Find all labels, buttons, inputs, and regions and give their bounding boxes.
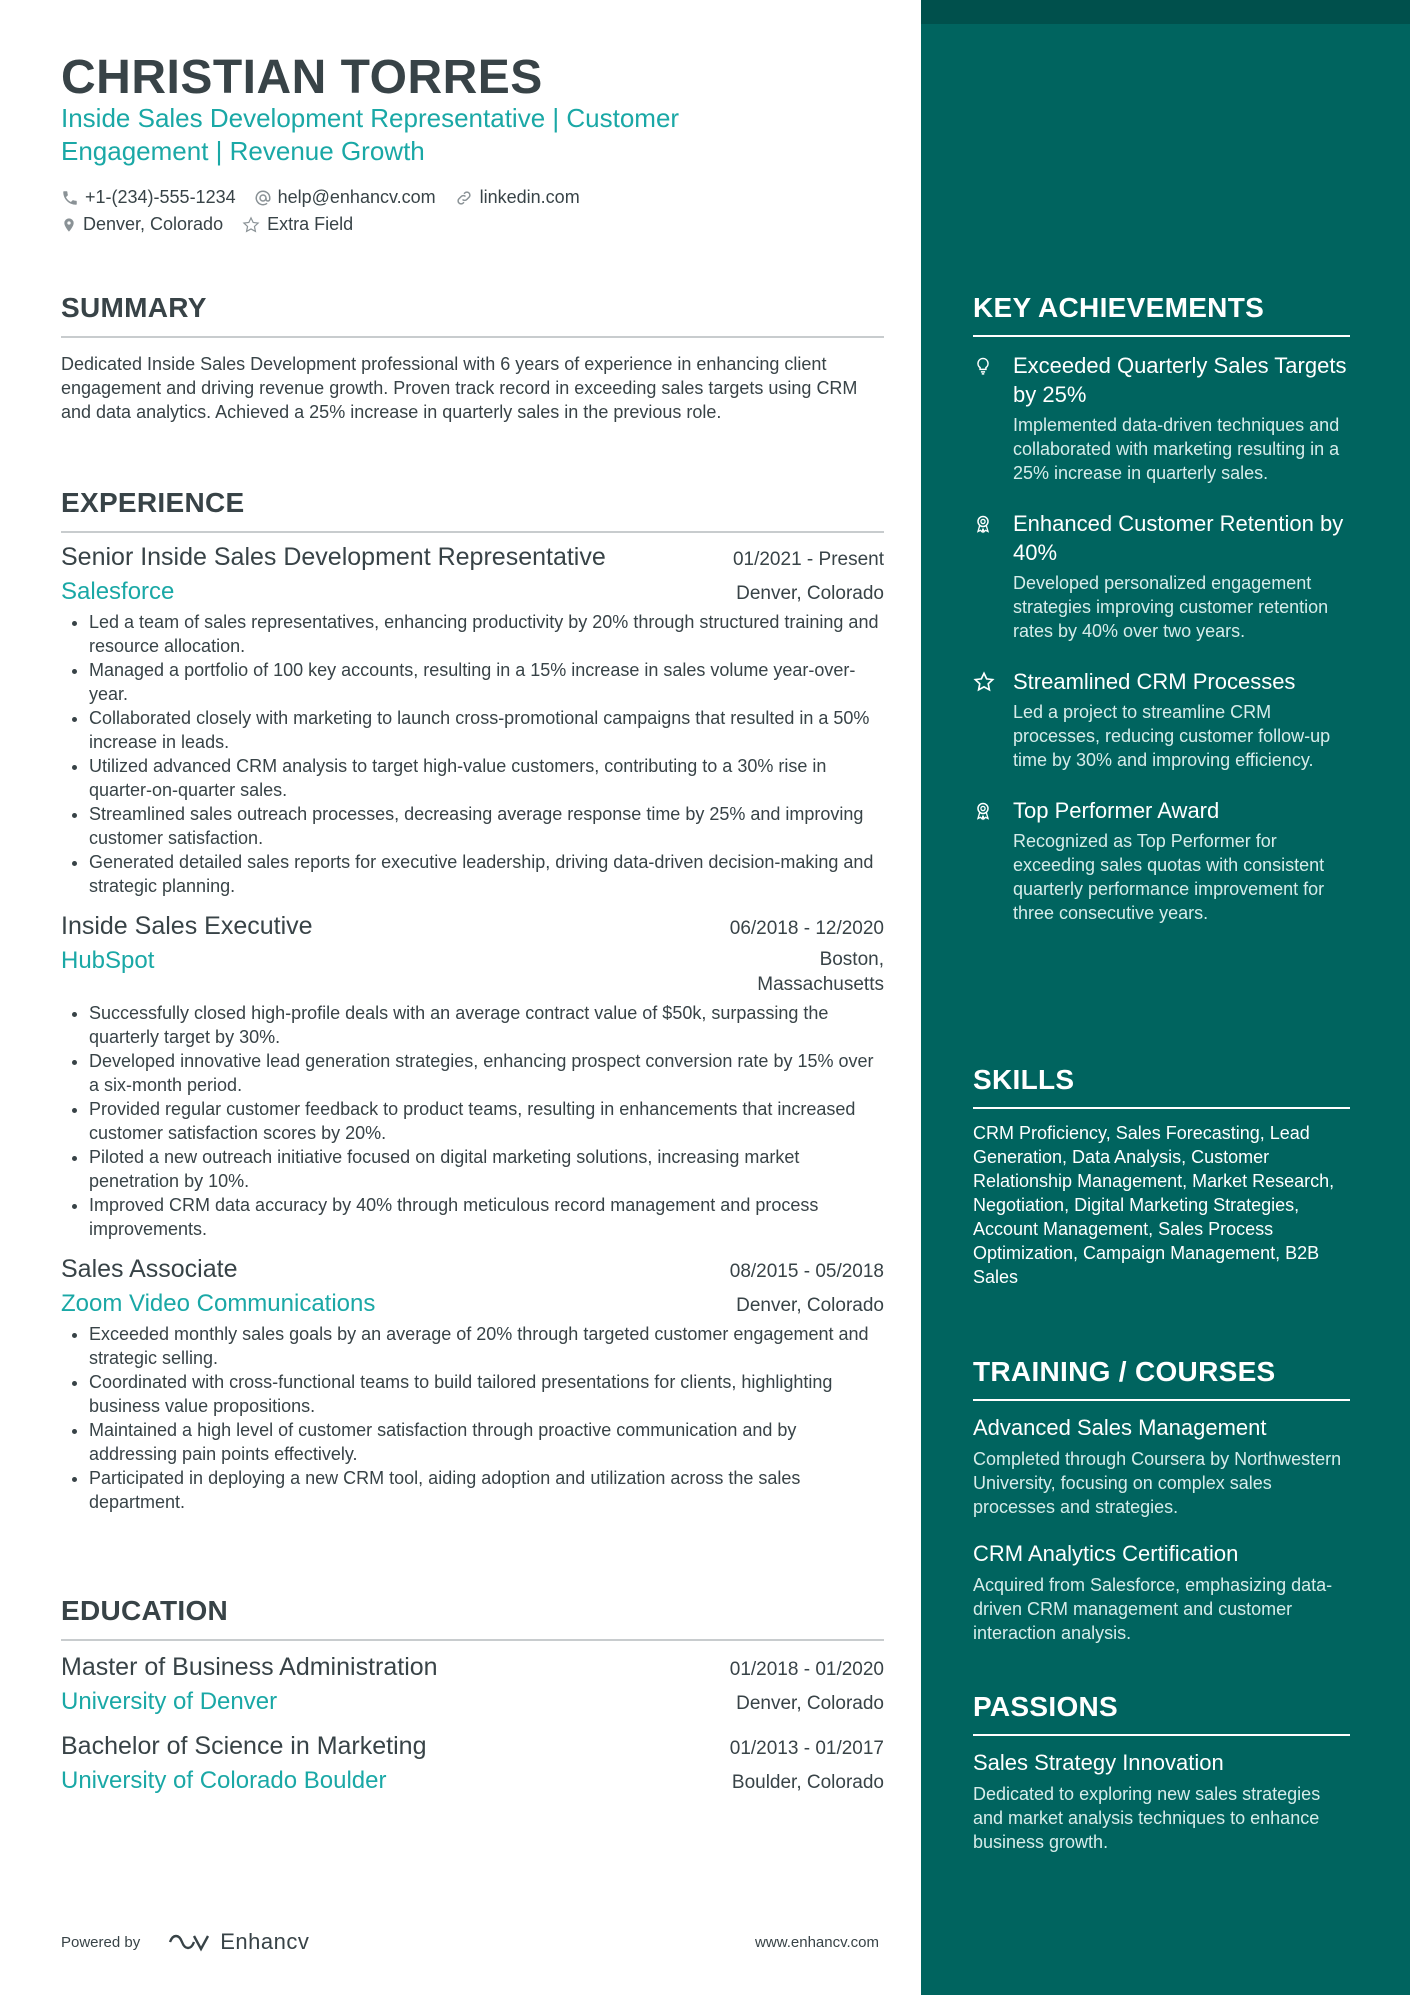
enhancv-logo-icon <box>166 1930 214 1954</box>
education-date: 01/2013 - 01/2017 <box>729 1738 884 1759</box>
achievement-item <box>973 351 1350 485</box>
passion-title: Sales Strategy Innovation <box>973 1750 1224 1775</box>
bullet-item: • Led a team of sales representatives, enhancing productivity by 20% through structured training and resource allocation. <box>89 610 884 658</box>
sidebar-top-band <box>921 0 1410 24</box>
job-location-line: Boston, <box>819 949 884 970</box>
experience-section <box>61 487 884 1514</box>
award-icon <box>973 513 993 535</box>
job-entry <box>61 1255 884 1514</box>
achievement-title: Top Performer Award <box>1013 798 1220 823</box>
education-section <box>61 1595 884 1795</box>
bullet-item: • Successfully closed high-profile deals with an average contract value of $50k, surpassing the quarterly target by 30%. <box>89 1001 884 1049</box>
brand-name: Enhancv <box>220 1929 310 1954</box>
headline: Inside Sales Development Representative | Customer Engagement | Revenue Growth <box>61 103 680 166</box>
job-entry <box>61 543 884 898</box>
phone-text: +1-(234)-555-1234 <box>85 187 236 207</box>
company-name: Salesforce <box>61 578 175 605</box>
achievement-title: Exceeded Quarterly Sales Targets by 25% <box>1013 353 1347 407</box>
job-date: 06/2018 - 12/2020 <box>729 918 884 939</box>
education-location: Denver, Colorado <box>736 1693 884 1714</box>
skills-text: CRM Proficiency, Sales Forecasting, Lead Generation, Data Analysis, Customer Relationship Management, Market Research, Negotiation, Digital Marketing Strategies, Account Management, Sales Process Optimization, Campaign Management, B2B Sales <box>973 1123 1335 1287</box>
company-name: Zoom Video Communications <box>61 1290 376 1317</box>
training-section <box>973 1356 1350 1645</box>
star-icon <box>973 671 995 693</box>
link-icon <box>454 189 474 207</box>
achievement-desc: Recognized as Top Performer for exceeding sales quotas with consistent quarterly performance improvement for three consecutive years. <box>1013 831 1325 923</box>
school-name: University of Denver <box>61 1688 278 1715</box>
job-bullets <box>61 1001 884 1241</box>
school-name: University of Colorado Boulder <box>61 1767 387 1794</box>
linkedin-item[interactable] <box>454 187 580 208</box>
job-bullets <box>61 1322 884 1514</box>
bullet-item: • Streamlined sales outreach processes, decreasing average response time by 25% and improving customer satisfaction. <box>89 802 884 850</box>
summary-text: Dedicated Inside Sales Development professional with 6 years of experience in enhancing client engagement and driving revenue growth. Proven track record in exceeding sales targets using CRM and data analytics. Achieved a 25% increase in quarterly sales in the previous role. <box>61 354 858 422</box>
sidebar <box>921 0 1410 1995</box>
course-item <box>973 1415 1350 1519</box>
job-location-line: Massachusetts <box>757 974 884 995</box>
passions-section <box>973 1691 1350 1854</box>
job-location: Denver, Colorado <box>736 1295 884 1316</box>
job-bullets <box>61 610 884 898</box>
bullet-item: • Improved CRM data accuracy by 40% through meticulous record management and process improvements. <box>89 1193 884 1241</box>
job-date: 08/2015 - 05/2018 <box>729 1261 884 1282</box>
education-title: EDUCATION <box>61 1595 884 1641</box>
bullet-item: • Generated detailed sales reports for executive leadership, driving data-driven decision-making and strategic planning. <box>89 850 884 898</box>
achievement-title: Streamlined CRM Processes <box>1013 669 1296 694</box>
candidate-name: CHRISTIAN TORRES <box>61 51 543 104</box>
star-icon <box>241 216 261 234</box>
job-location <box>757 947 884 997</box>
passion-desc: Dedicated to exploring new sales strategies and market analysis techniques to enhance business growth. <box>973 1784 1321 1852</box>
skills-section <box>973 1064 1350 1289</box>
phone-icon <box>61 189 79 207</box>
bullet-item: • Maintained a high level of customer satisfaction through proactive communication and by addressing pain points effectively. <box>89 1418 884 1466</box>
education-location: Boulder, Colorado <box>731 1772 884 1793</box>
course-title: CRM Analytics Certification <box>973 1541 1239 1566</box>
achievements-title: KEY ACHIEVEMENTS <box>973 292 1350 337</box>
contact-info <box>61 184 881 238</box>
footer <box>61 1929 879 1955</box>
location-text: Denver, Colorado <box>83 214 224 234</box>
job-entry <box>61 912 884 1241</box>
bullet-item: • Collaborated closely with marketing to launch cross-promotional campaigns that resulted in a 50% increase in leads. <box>89 706 884 754</box>
powered-by-label: Powered by <box>61 1933 141 1951</box>
experience-title: EXPERIENCE <box>61 487 884 533</box>
passions-title: PASSIONS <box>973 1691 1350 1736</box>
education-date: 01/2018 - 01/2020 <box>729 1659 884 1680</box>
bullet-item: • Coordinated with cross-functional teams to build tailored presentations for clients, highlighting business value propositions. <box>89 1370 884 1418</box>
extra-field-item <box>241 214 353 235</box>
course-desc: Acquired from Salesforce, emphasizing data-driven CRM management and customer interaction analysis. <box>973 1575 1333 1643</box>
email-text: help@enhancv.com <box>277 187 436 207</box>
training-title: TRAINING / COURSES <box>973 1356 1350 1401</box>
summary-title: SUMMARY <box>61 292 884 338</box>
company-name: HubSpot <box>61 947 155 974</box>
job-title: Sales Associate <box>61 1255 238 1283</box>
bullet-item: • Managed a portfolio of 100 key accounts, resulting in a 15% increase in sales volume year-over-year. <box>89 658 884 706</box>
lightbulb-icon <box>973 355 993 377</box>
job-title: Inside Sales Executive <box>61 912 313 940</box>
education-entry <box>61 1653 884 1716</box>
summary-section <box>61 292 884 424</box>
award-icon <box>973 800 993 822</box>
bullet-item: • Participated in deploying a new CRM tool, aiding adoption and utilization across the sales department. <box>89 1466 884 1514</box>
course-desc: Completed through Coursera by Northwestern University, focusing on complex sales processes and strategies. <box>973 1449 1342 1517</box>
degree-title: Bachelor of Science in Marketing <box>61 1732 427 1760</box>
course-item <box>973 1541 1350 1645</box>
extra-field-text: Extra Field <box>267 214 354 234</box>
bullet-item: • Developed innovative lead generation strategies, enhancing prospect conversion rate by 15% over a six-month period. <box>89 1049 884 1097</box>
at-icon <box>254 189 272 207</box>
job-title: Senior Inside Sales Development Representative <box>61 543 606 571</box>
achievements-section <box>973 292 1350 925</box>
job-location: Denver, Colorado <box>736 583 884 604</box>
location-pin-icon <box>61 216 77 234</box>
achievement-desc: Led a project to streamline CRM processes, reducing customer follow-up time by 30% and improving efficiency. <box>1013 702 1331 770</box>
job-date: 01/2021 - Present <box>732 549 884 570</box>
email-item[interactable] <box>254 187 436 208</box>
linkedin-text: linkedin.com <box>479 187 580 207</box>
achievement-desc: Developed personalized engagement strategies improving customer retention rates by 40% over two years. <box>1013 573 1329 641</box>
achievement-item <box>973 509 1350 643</box>
degree-title: Master of Business Administration <box>61 1653 438 1681</box>
achievement-item <box>973 796 1350 925</box>
bullet-item: • Utilized advanced CRM analysis to target high-value customers, contributing to a 30% rise in quarter-on-quarter sales. <box>89 754 884 802</box>
bullet-item: • Piloted a new outreach initiative focused on digital marketing solutions, increasing market penetration by 10%. <box>89 1145 884 1193</box>
passion-item <box>973 1750 1350 1854</box>
website-link[interactable]: www.enhancv.com <box>755 1933 879 1951</box>
achievement-desc: Implemented data-driven techniques and collaborated with marketing resulting in a 25% increase in quarterly sales. <box>1013 415 1340 483</box>
bullet-item: • Exceeded monthly sales goals by an average of 20% through targeted customer engagement and strategic selling. <box>89 1322 884 1370</box>
phone-item[interactable] <box>61 187 236 208</box>
bullet-item: • Provided regular customer feedback to product teams, resulting in enhancements that increased customer satisfaction scores by 20%. <box>89 1097 884 1145</box>
education-entry <box>61 1732 884 1795</box>
achievement-title: Enhanced Customer Retention by 40% <box>1013 511 1344 565</box>
achievement-item <box>973 667 1350 772</box>
skills-title: SKILLS <box>973 1064 1350 1109</box>
powered-by[interactable] <box>61 1929 309 1955</box>
course-title: Advanced Sales Management <box>973 1415 1267 1440</box>
location-item <box>61 214 223 235</box>
